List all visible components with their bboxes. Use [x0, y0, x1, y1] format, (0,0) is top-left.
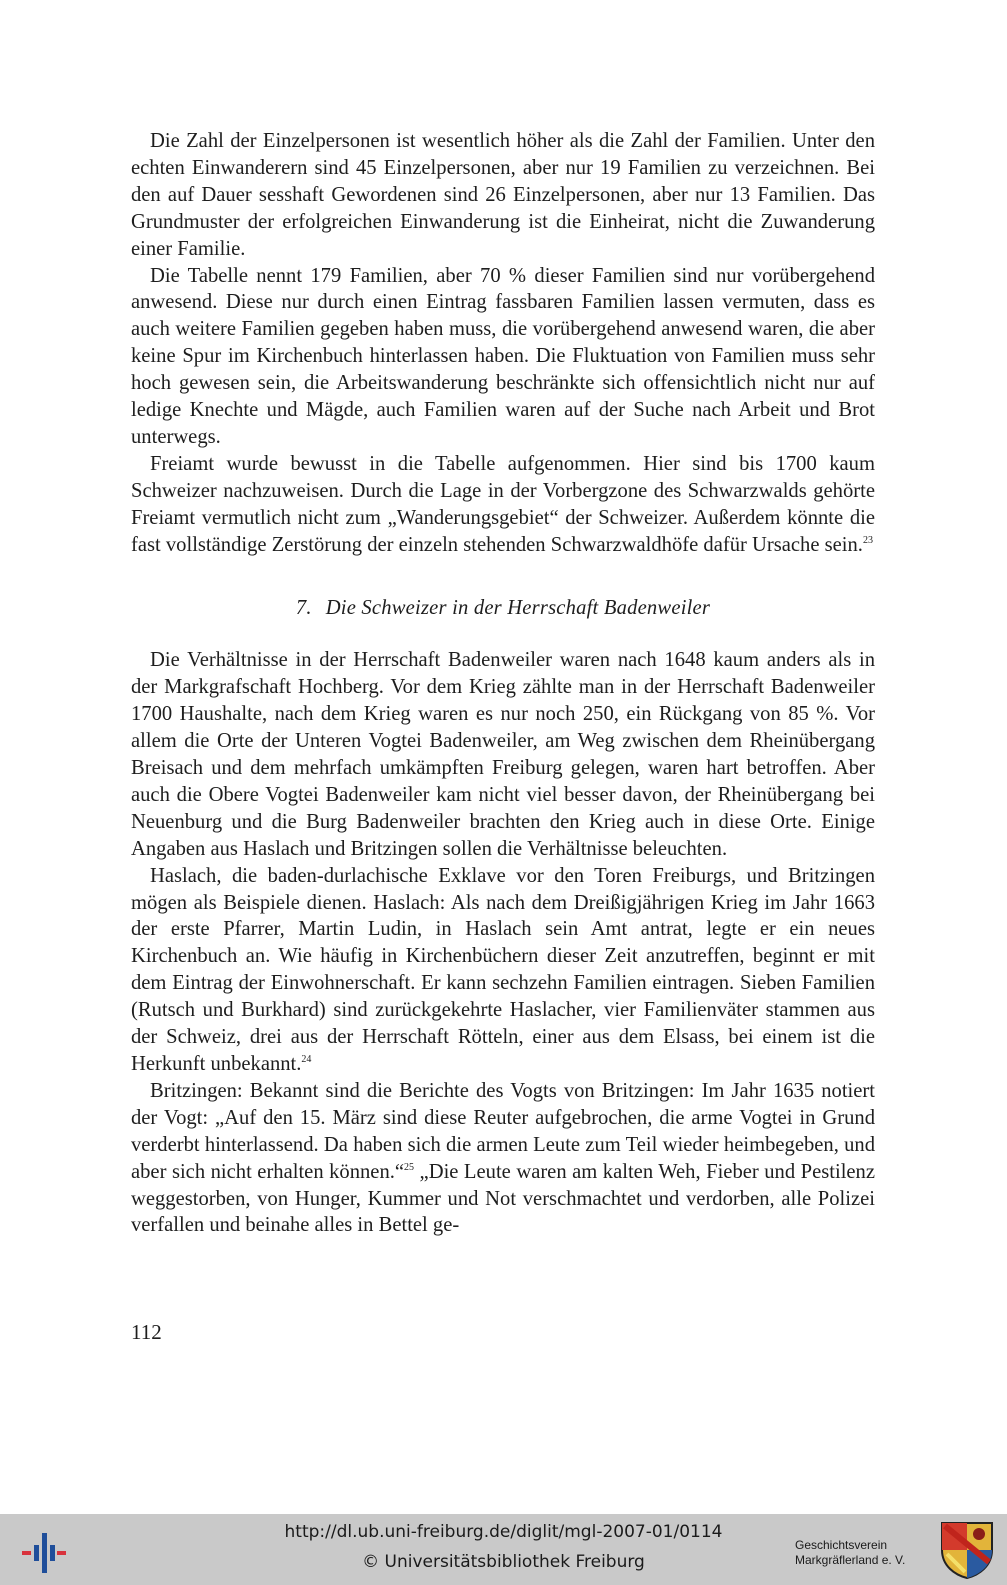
- footnote-ref-24[interactable]: 24: [301, 1054, 312, 1065]
- paragraph-britzingen-text-1: Britzingen: Bekannt sind die Berichte des Vogts von Britzingen: Im Jahr 1635 notiert der Vogt: „Auf den 15. März sind diese Reuter aufgebrochen, die arme Vogtei in Grund verderbt hinterlassend. Da haben sich die armen Leute zum Teil wieder heimbegeben, und aber sich nicht erhalten können.“: [131, 1079, 875, 1183]
- paragraph-haslach-text: Haslach, die baden-durlachische Exklave vor den Toren Freiburgs, und Britzingen mögen als Beispiele dienen. Haslach: Als nach dem Dreißigjährigen Krieg im Jahr 1663 der erste Pfarrer, Martin Ludin, in Haslach sein Amt antrat, legte er ein neues Kirchenbuch an. Wie häufig in Kirchenbüchern dieser Zeit anzutreffen, beginnt er mit dem Eintrag der Einwohnerschaft. Er kann sechzehn Familien eintragen. Sieben Familien (Rutsch und Burkhard) sind zurückgekehrte Haslacher, vier Familienväter stammen aus der Schweiz, drei aus der Herrschaft Rötteln, einer aus dem Elsass, bei einem ist die Herkunft unbekannt.: [131, 864, 875, 1075]
- society-line-1: Geschichtsverein: [795, 1538, 888, 1552]
- footer-society-name: [795, 1538, 915, 1568]
- paragraph-badenweiler: Die Verhältnisse in der Herrschaft Badenweiler waren nach 1648 kaum anders als in der Markgrafschaft Hochberg. Vor dem Krieg zählte man in der Herrschaft Badenweiler 1700 Haushalte, nach dem Krieg waren es nur noch 250, ein Rückgang von 85 %. Vor allem die Orte der Unteren Vogtei Badenweiler, am Weg zwischen dem Rheinübergang Breisach und dem mehrfach umkämpften Freiburg gelegen, waren hart betroffen. Aber auch die Obere Vogtei Badenweiler kam nicht viel besser davon, der Rheinübergang bei Neuenburg und die Burg Badenweiler brachten den Krieg auch in diese Orte. Einige Angaben aus Haslach und Britzingen sollen die Verhältnisse beleuchten.: [131, 649, 875, 860]
- section-heading: [131, 595, 875, 622]
- section-title: Die Schweizer in der Herrschaft Badenweiler: [325, 596, 711, 619]
- society-line-2: Markgräflerland e. V.: [795, 1553, 906, 1567]
- paragraph-freiamt-text: Freiamt wurde bewusst in die Tabelle aufgenommen. Hier sind bis 1700 kaum Schweizer nachzuweisen. Durch die Lage in der Vorbergzone des Schwarzwalds gehörte Freiamt vermutlich nicht zum „Wanderungsgebiet“ der Schweizer. Außerdem könnte die fast vollständige Zerstörung der einzeln stehenden Schwarzwaldhöfe dafür Ursache sein.: [131, 452, 875, 556]
- footer-bar: [0, 1514, 1007, 1585]
- main-text: [131, 128, 875, 1239]
- footnote-ref-23[interactable]: 23: [862, 534, 873, 546]
- paragraph-britzingen-text-2: „Die Leute waren am kalten Weh, Fieber und Pestilenz weggestorben, von Hunger, Kummer und Not verschmachtet und verdorben, alle Polizei verfallen und beinahe alles in Bettel ge-: [131, 1160, 875, 1237]
- section-number: 7.: [295, 596, 312, 619]
- footnote-ref-25[interactable]: 25: [404, 1161, 415, 1173]
- paragraph-einzelpersonen: Die Zahl der Einzelpersonen ist wesentlich höher als die Zahl der Familien. Unter den echten Einwanderern sind 45 Einzelpersonen, aber nur 19 Familien zu verzeichnen. Bei den auf Dauer sesshaft Gewordenen sind 26 Einzelpersonen, aber nur 13 Familien. Das Grundmuster der erfolgreichen Einwanderung ist die Einheirat, nicht die Zuwanderung einer Familie.: [131, 130, 875, 260]
- page-number: 112: [131, 1320, 162, 1344]
- paragraph-haslach: [131, 863, 875, 1078]
- paragraph-britzingen: [131, 1078, 875, 1239]
- footer-copyright: © Universitätsbibliothek Freiburg: [362, 1552, 645, 1572]
- paragraph-tabelle: Die Tabelle nennt 179 Familien, aber 70 % dieser Familien sind nur vorübergehend anwesend. Diese nur durch einen Eintrag fassbaren Familien lassen vermuten, dass es auch weitere Familien gegeben haben muss, die vorübergehend anwesend waren, die aber keine Spur im Kirchenbuch hinterlassen haben. Die Fluktuation von Familien muss sehr hoch gewesen sein, die Arbeitswanderung beschränkte sich offensichtlich nicht nur auf ledige Knechte und Mägde, auch Familien waren auf der Suche nach Arbeit und Brot unterwegs.: [131, 264, 875, 448]
- paragraph-freiamt: [131, 451, 875, 559]
- markgraeflerland-crest-icon[interactable]: [939, 1520, 995, 1580]
- footer-url-link[interactable]: http://dl.ub.uni-freiburg.de/diglit/mgl-2007-01/0114: [284, 1522, 723, 1542]
